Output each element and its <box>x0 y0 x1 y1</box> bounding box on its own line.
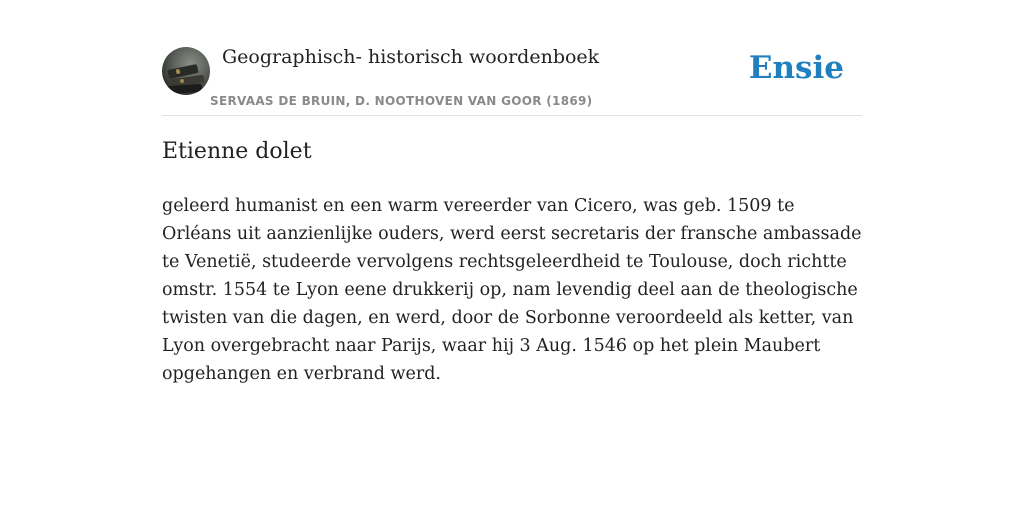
book-spine-shape <box>166 84 202 94</box>
source-avatar[interactable] <box>162 47 210 95</box>
source-title-link[interactable]: Geographisch- historisch woordenboek <box>222 46 600 68</box>
ensie-logo-link[interactable]: Ensie <box>748 50 844 86</box>
entry-body: geleerd humanist en een warm vereerder van Cicero, was geb. 1509 te Orléans uit aanzienlijke ouders, werd eerst secretaris der fransche ambassade te Venetië, studeerde vervolgens rechtsgeleerdheid te Toulouse, doch richtte omstr. 1554 te Lyon eene drukkerij op, nam levendig deel aan de theologische twisten van die dagen, en werd, door de Sorbonne veroordeeld als ketter, van Lyon overgebracht naar Parijs, waar hij 3 Aug. 1546 op het plein Maubert opgehangen en verbrand werd. <box>162 196 862 384</box>
source-authors: SERVAAS DE BRUIN, D. NOOTHOVEN VAN GOOR (1869) <box>210 94 593 108</box>
source-header <box>162 40 862 116</box>
entry-title: Etienne dolet <box>162 139 312 164</box>
